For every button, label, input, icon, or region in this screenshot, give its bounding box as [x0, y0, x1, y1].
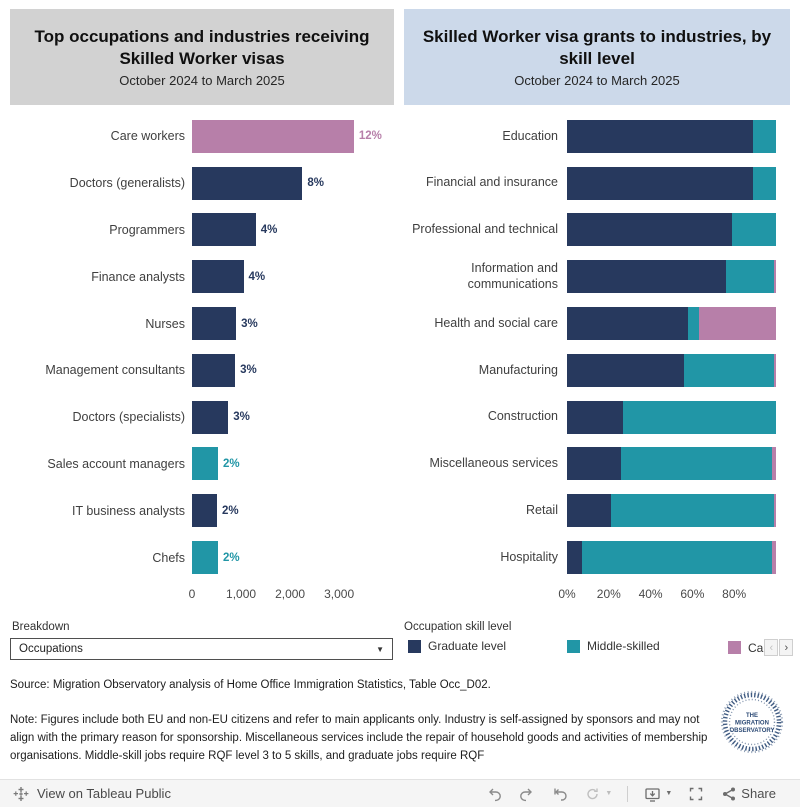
segment-graduate[interactable] [567, 260, 726, 293]
legend-title: Occupation skill level [404, 621, 512, 633]
bar-value-label: 2% [222, 551, 240, 564]
chevron-down-icon: ▼ [605, 790, 613, 797]
occupation-bar[interactable] [192, 307, 236, 340]
industry-label: Miscellaneous services [429, 456, 558, 471]
axis-tick-label: 0% [558, 586, 576, 601]
segment-middle[interactable] [726, 260, 774, 293]
occupation-bar[interactable] [192, 447, 218, 480]
legend-item[interactable] [408, 639, 506, 653]
revert-button[interactable] [551, 785, 569, 803]
axis-tick-label: 0 [188, 586, 196, 601]
occupation-label: Doctors (generalists) [69, 176, 185, 191]
industry-row [404, 534, 776, 581]
occupation-bar[interactable] [192, 167, 302, 200]
occupation-row [10, 300, 398, 347]
industry-row [404, 300, 776, 347]
axis-tick-label: 20% [596, 586, 621, 601]
industry-plot [567, 541, 776, 574]
legend-label: Middle-skilled [587, 639, 660, 653]
segment-middle[interactable] [753, 120, 776, 153]
fullscreen-button[interactable] [687, 785, 705, 803]
fullscreen-icon [687, 785, 705, 803]
industry-plot [567, 307, 776, 340]
breakdown-dropdown[interactable] [10, 638, 393, 660]
segment-middle[interactable] [611, 494, 774, 527]
refresh-button[interactable] [584, 785, 612, 803]
bar-value-label: 4% [260, 223, 278, 236]
redo-icon [518, 785, 536, 803]
axis-tick-label: 40% [638, 586, 663, 601]
share-label: Share [741, 786, 776, 801]
industry-plot [567, 167, 776, 200]
legend-swatch [408, 640, 421, 653]
axis-tick-label: 60% [680, 586, 705, 601]
occupation-bar[interactable] [192, 260, 244, 293]
industry-plot [567, 120, 776, 153]
chevron-down-icon: ▼ [665, 790, 673, 797]
industry-label: Construction [487, 409, 558, 424]
undo-button[interactable] [485, 785, 503, 803]
industry-row [404, 347, 776, 394]
bar-value-label: 3% [233, 411, 250, 424]
skill-level-legend [404, 639, 794, 659]
legend-item[interactable] [567, 639, 660, 653]
occupation-plot [192, 260, 398, 293]
occupation-row [10, 534, 398, 581]
occupation-label: Care workers [110, 129, 185, 144]
occupation-label: Management consultants [45, 363, 185, 378]
industry-plot [567, 354, 776, 387]
segment-care[interactable] [772, 447, 776, 480]
segment-middle[interactable] [623, 401, 776, 434]
right-chart-title: Skilled Worker visa grants to industries, by skill level [422, 26, 772, 68]
occupation-row [10, 394, 398, 441]
segment-graduate[interactable] [567, 447, 621, 480]
industries-stacked-bar-chart [404, 113, 776, 602]
occupation-label: Chefs [152, 550, 185, 565]
occupation-bar[interactable] [192, 354, 235, 387]
segment-graduate[interactable] [567, 120, 753, 153]
industry-plot [567, 447, 776, 480]
occupation-plot [192, 167, 398, 200]
breakdown-selected-value: Occupations [19, 643, 83, 655]
migration-observatory-logo [716, 686, 788, 758]
segment-middle[interactable] [582, 541, 772, 574]
segment-middle[interactable] [684, 354, 774, 387]
occupation-plot [192, 494, 398, 527]
axis-tick-label: 3,000 [324, 586, 355, 601]
bar-value-label: 8% [307, 177, 324, 190]
industry-row [404, 487, 776, 534]
bar-value-label: 3% [241, 317, 258, 330]
axis-tick-label: 80% [722, 586, 747, 601]
industry-row [404, 113, 776, 160]
industry-row [404, 207, 776, 254]
segment-graduate[interactable] [567, 213, 732, 246]
svg-text:MIGRATION: MIGRATION [735, 720, 769, 727]
industry-plot [567, 494, 776, 527]
legend-item[interactable] [728, 639, 793, 656]
segment-graduate[interactable] [567, 307, 688, 340]
segment-middle[interactable] [732, 213, 776, 246]
occupation-plot [192, 354, 398, 387]
industry-plot [567, 401, 776, 434]
industry-label: Financial and insurance [425, 175, 558, 190]
industry-label: Education [502, 128, 558, 143]
segment-graduate[interactable] [567, 494, 611, 527]
redo-button[interactable] [518, 785, 536, 803]
right-chart-subtitle: October 2024 to March 2025 [514, 73, 680, 89]
toolbar-divider [627, 786, 628, 802]
left-chart-subtitle: October 2024 to March 2025 [119, 73, 285, 89]
industry-row [404, 253, 776, 300]
bar-value-label: 4% [248, 270, 266, 283]
legend-swatch [728, 641, 741, 654]
left-chart-title: Top occupations and industries receiving Skilled Worker visas [34, 26, 370, 68]
refresh-icon [584, 785, 602, 803]
undo-icon [485, 785, 503, 803]
occupation-plot [192, 447, 398, 480]
svg-text:THE: THE [746, 713, 758, 719]
occupation-plot [192, 213, 398, 246]
bar-value-label: 2% [222, 504, 239, 517]
industry-label: Professional and technical [412, 222, 558, 237]
industry-row [404, 394, 776, 441]
occupation-bar[interactable] [192, 494, 217, 527]
occupation-label: Programmers [109, 222, 185, 237]
bar-value-label: 3% [240, 364, 257, 377]
left-x-axis [188, 586, 398, 602]
axis-tick-label: 1,000 [226, 586, 257, 601]
segment-care[interactable] [699, 307, 776, 340]
left-chart-header [10, 9, 394, 105]
segment-graduate[interactable] [567, 541, 582, 574]
legend-next-button[interactable]: › [779, 639, 793, 656]
bar-value-label: 12% [358, 130, 382, 143]
segment-care[interactable] [774, 494, 776, 527]
occupation-plot [192, 541, 398, 574]
revert-icon [551, 785, 569, 803]
occupation-row [10, 487, 398, 534]
occupation-row [10, 207, 398, 254]
legend-label: Ca [748, 640, 764, 655]
industry-plot [567, 260, 776, 293]
occupation-bar[interactable] [192, 213, 256, 246]
segment-graduate[interactable] [567, 354, 684, 387]
segment-graduate[interactable] [567, 167, 753, 200]
occupation-bar[interactable] [192, 541, 218, 574]
tableau-logo-icon [13, 786, 29, 802]
segment-middle[interactable] [621, 447, 771, 480]
occupation-row [10, 253, 398, 300]
occupation-label: Finance analysts [91, 269, 185, 284]
segment-care[interactable] [774, 260, 776, 293]
legend-swatch [567, 640, 580, 653]
segment-care[interactable] [772, 541, 776, 574]
industry-label: Retail [526, 502, 558, 517]
download-icon [643, 785, 662, 803]
occupation-row [10, 160, 398, 207]
industry-label: Health and social care [434, 315, 558, 330]
segment-care[interactable] [774, 354, 776, 387]
occupation-label: IT business analysts [71, 503, 185, 518]
breakdown-label: Breakdown [12, 621, 70, 633]
axis-tick-label: 2,000 [275, 586, 306, 601]
industry-row [404, 160, 776, 207]
occupation-plot [192, 307, 398, 340]
occupation-bar[interactable] [192, 120, 354, 153]
share-button[interactable] [720, 785, 776, 803]
tableau-toolbar [0, 779, 800, 807]
share-icon [720, 785, 738, 803]
industry-label: Hospitality [500, 549, 558, 564]
industry-label: Information and communications [467, 261, 558, 291]
industry-label: Manufacturing [478, 362, 558, 377]
occupation-plot [192, 401, 398, 434]
occupation-bar[interactable] [192, 401, 228, 434]
legend-label: Graduate level [428, 639, 507, 653]
right-x-axis [558, 586, 776, 602]
occupation-label: Nurses [145, 316, 185, 331]
view-on-tableau-label: View on Tableau Public [37, 786, 171, 801]
occupation-label: Doctors (specialists) [72, 410, 185, 425]
industry-plot [567, 213, 776, 246]
svg-text:OBSERVATORY: OBSERVATORY [729, 728, 775, 734]
segment-middle[interactable] [753, 167, 776, 200]
occupation-plot [192, 120, 398, 153]
download-button[interactable] [643, 785, 672, 803]
view-on-tableau-link[interactable] [13, 786, 171, 802]
occupations-bar-chart [10, 113, 398, 602]
occupation-row [10, 441, 398, 488]
bar-value-label: 2% [222, 457, 240, 470]
occupation-label: Sales account managers [47, 456, 185, 471]
occupation-row [10, 113, 398, 160]
note-text: Note: Figures include both EU and non-EU citizens and refer to main applicants only. Industry is self-assigned by sponsors and may not align with the primary reason for sponsorship. Miscellaneous services include the repair of household goods and activities of membership organisations. Middle-skill jobs require RQF level 3 to 5 skills, and graduate jobs require RQF [10, 714, 708, 763]
segment-middle[interactable] [688, 307, 698, 340]
chevron-down-icon: ▼ [376, 644, 384, 654]
source-text: Source: Migration Observatory analysis of Home Office Immigration Statistics, Table Occ_D02. [10, 679, 491, 691]
segment-graduate[interactable] [567, 401, 623, 434]
right-chart-header [404, 9, 790, 105]
industry-row [404, 441, 776, 488]
legend-prev-button[interactable]: ‹ [764, 639, 778, 656]
occupation-row [10, 347, 398, 394]
